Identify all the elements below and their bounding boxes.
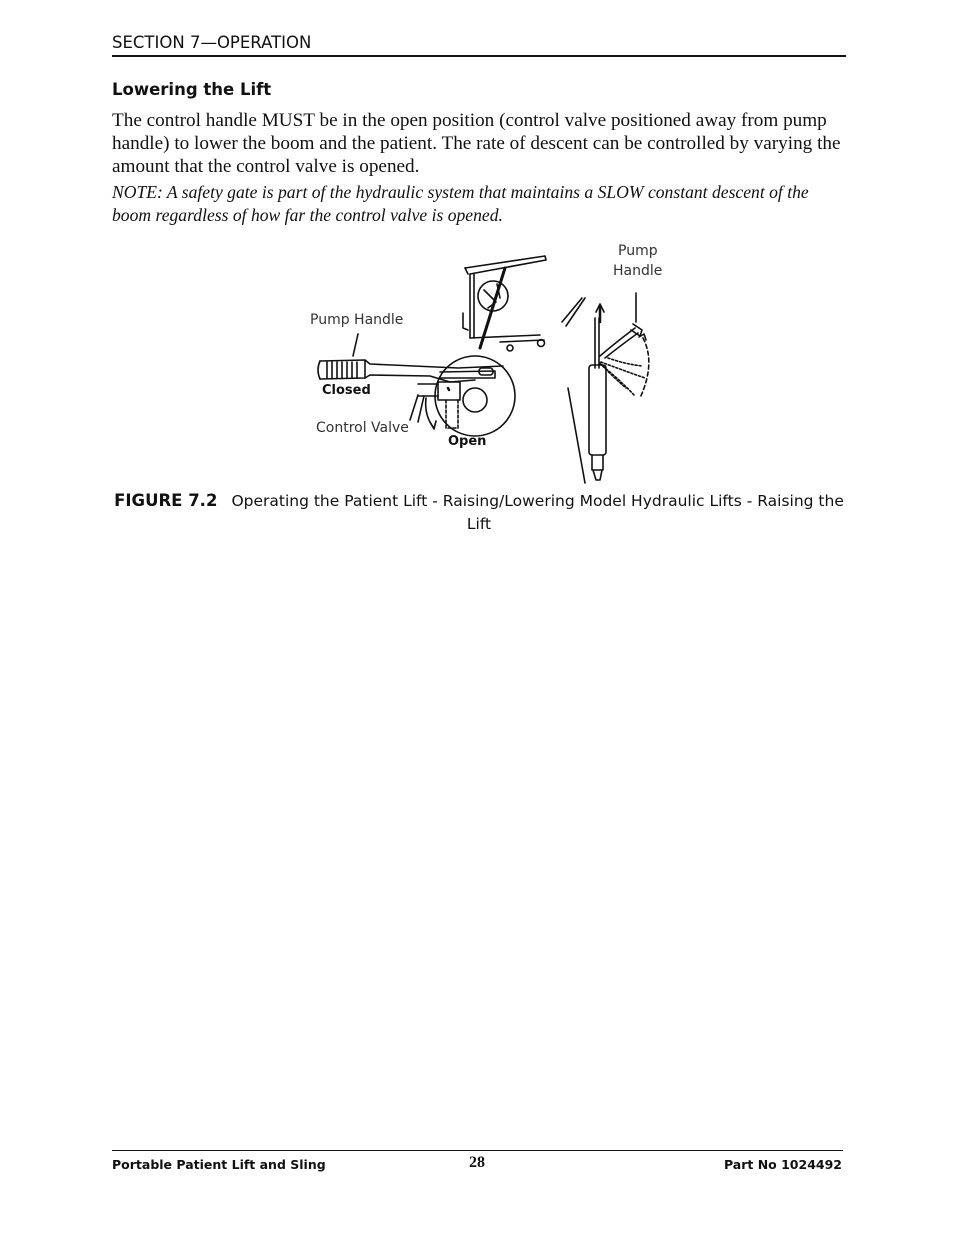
footer-divider — [112, 1150, 843, 1151]
figure-number: FIGURE 7.2 — [114, 491, 218, 510]
figure-diagram — [300, 238, 670, 488]
figure-caption-text: Operating the Patient Lift - Raising/Lowering Model Hydraulic Lifts - Raising the Lift — [231, 492, 844, 533]
pump-handle-right-label-line1: Pump — [618, 243, 658, 259]
body-paragraph: The control handle MUST be in the open position (control valve positioned away from pump handle) to lower the boom and the patient. The rate of descent can be controlled by varying the amount that the control valve is opened. — [112, 110, 841, 177]
pump-handle-left-label: Pump Handle — [310, 312, 404, 328]
open-label: Open — [448, 434, 487, 449]
lift-overview-drawing — [463, 256, 546, 351]
pump-handle-right-label-line2: Handle — [613, 263, 663, 279]
footer-document-title: Portable Patient Lift and Sling — [112, 1157, 326, 1172]
footer-part-number: Part No 1024492 — [723, 1157, 842, 1172]
section-heading: Lowering the Lift — [112, 80, 272, 99]
control-valve-label: Control Valve — [316, 420, 409, 436]
pump-side-view-drawing — [562, 293, 649, 483]
closed-label: Closed — [322, 383, 371, 398]
figure-caption — [112, 489, 846, 536]
note-paragraph: NOTE: A safety gate is part of the hydraulic system that maintains a SLOW constant descent of the boom regardless of how far the control valve is opened. — [112, 182, 809, 225]
page-number: 28 — [469, 1154, 485, 1171]
header-divider — [112, 55, 846, 57]
section-header: SECTION 7—OPERATION — [112, 33, 312, 52]
